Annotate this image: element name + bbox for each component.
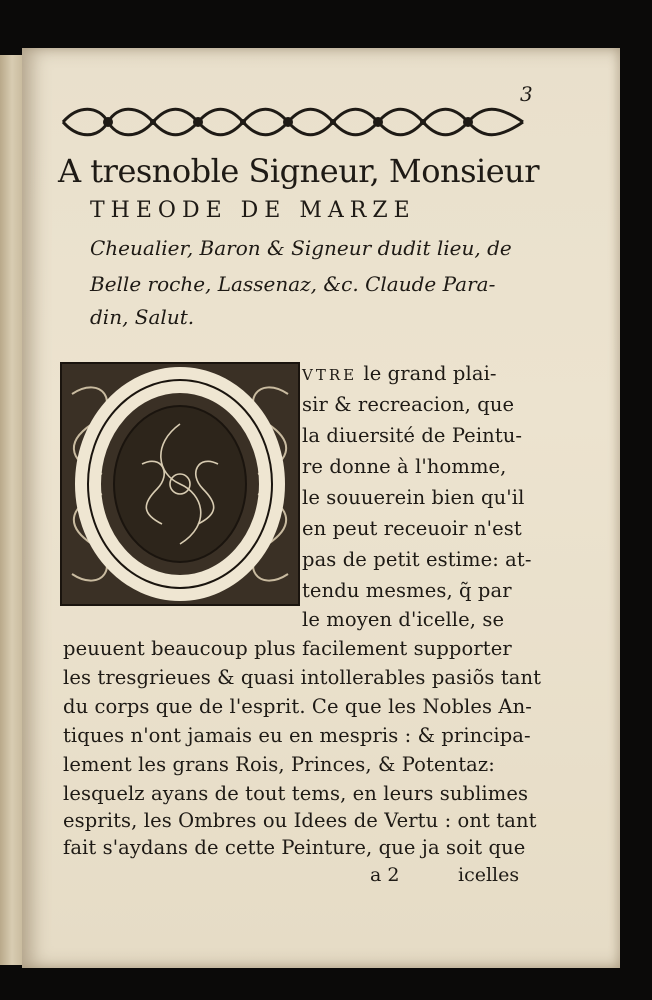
dedication-line-1: Cheualier, Baron & Signeur dudit lieu, de	[90, 236, 512, 260]
body-line-narrow-5: le souuerein bien qu'il	[302, 486, 525, 509]
dedication-title: A tresnoble Signeur, Monsieur	[58, 152, 540, 190]
body-line-wide-5: lement les grans Rois, Princes, & Potentaz:	[63, 753, 495, 776]
signature-mark: a 2	[370, 864, 400, 886]
ornament-band-icon	[58, 103, 528, 141]
foliage-ornament-icon	[62, 364, 298, 604]
body-line-narrow-1	[302, 362, 497, 385]
body-line-wide-7: esprits, les Ombres ou Idees de Vertu : ont tant	[63, 809, 537, 832]
page-number: 3	[520, 82, 533, 106]
body-line-narrow-8: tendu mesmes, q̃ par	[302, 579, 512, 602]
body-line-narrow-4: re donne à l'homme,	[302, 455, 507, 478]
body-line-narrow-6: en peut receuoir n'est	[302, 517, 522, 540]
body-line-wide-3: du corps que de l'esprit. Ce que les Nobles An-	[63, 695, 532, 718]
body-line-wide-1: peuuent beaucoup plus facilement supporter	[63, 637, 512, 660]
decorated-initial	[60, 362, 300, 606]
dedication-line-3: din, Salut.	[90, 305, 195, 329]
body-line-wide-6: lesquelz ayans de tout tems, en leurs sublimes	[63, 782, 529, 805]
body-line-wide-4: tiques n'ont jamais eu en mespris : & principa-	[63, 724, 531, 747]
dedication-line-2: Belle roche, Lassenaz, &c. Claude Para-	[90, 272, 496, 296]
body-line-narrow-2: sir & recreacion, que	[302, 393, 515, 416]
body-line-wide-8: fait s'aydans de cette Peinture, que ja soit que	[63, 836, 526, 859]
previous-page-edge	[0, 55, 24, 965]
body-line-narrow-7: pas de petit estime: at-	[302, 548, 532, 571]
dedicatee-name: THEODE DE MARZE	[90, 198, 416, 223]
body-line-narrow-9: le moyen d'icelle, se	[302, 608, 505, 631]
body-line-wide-2: les tresgrieues & quasi intollerables pasiõs tant	[63, 666, 542, 689]
body-text: le grand plai-	[357, 362, 497, 385]
catchword: icelles	[458, 864, 520, 886]
first-word-rest: VTRE	[302, 366, 358, 384]
body-line-narrow-3: la diuersité de Peintu-	[302, 424, 523, 447]
